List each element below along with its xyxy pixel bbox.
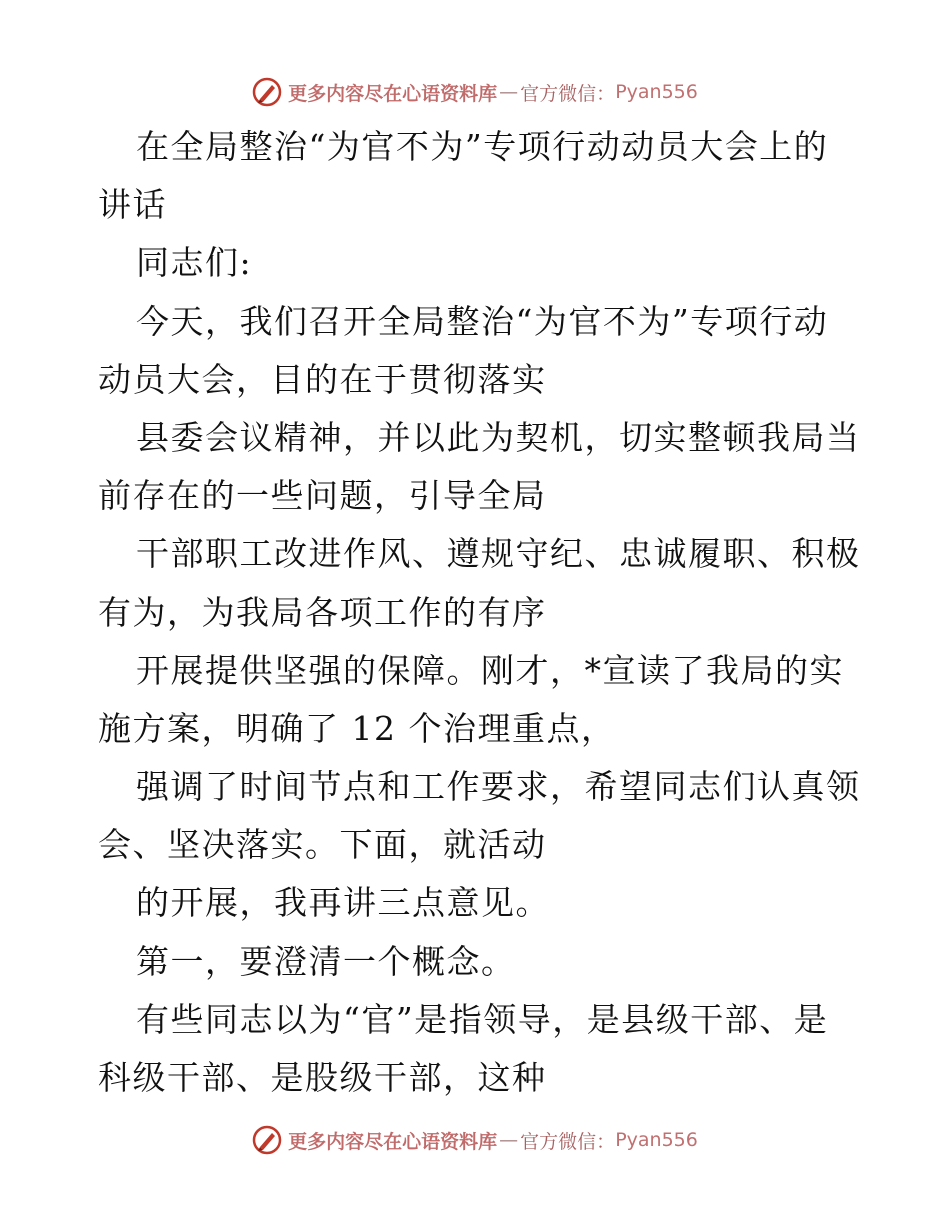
text-line: 县委会议精神，并以此为契机，切实整顿我局当 xyxy=(136,417,861,457)
text-line: 施方案，明确了 12 个治理重点， xyxy=(98,708,616,748)
watermark-dash: — xyxy=(499,1129,519,1151)
text-line: 今天，我们召开全局整治“为官不为”专项行动 xyxy=(136,301,829,341)
text-line: 同志们: xyxy=(136,243,253,283)
text-line: 科级干部、是股级干部，这种 xyxy=(98,1058,547,1097)
watermark-id: Pyan556 xyxy=(615,1129,698,1151)
watermark-id: Pyan556 xyxy=(615,81,698,103)
text-line: 动员大会，目的在于贯彻落实 xyxy=(98,359,547,399)
text-line: 有为，为我局各项工作的有序 xyxy=(98,592,547,632)
text-line: 干部职工改进作风、遵规守纪、忠诚履职、积极 xyxy=(136,534,861,574)
watermark-label: 官方微信： xyxy=(520,82,616,105)
watermark-dash: — xyxy=(499,81,519,103)
pen-logo-icon xyxy=(252,77,282,107)
text-line: 讲话 xyxy=(98,185,167,225)
text-line: 第一，要澄清一个概念。 xyxy=(136,941,516,981)
pen-logo-icon xyxy=(252,1125,282,1155)
text-line: 前存在的一些问题，引导全局 xyxy=(98,476,547,516)
text-line: 的开展，我再讲三点意见。 xyxy=(136,883,550,923)
text-line: 有些同志以为“官”是指领导，是县级干部、是 xyxy=(136,999,829,1039)
watermark-main-text: 更多内容尽在心语资料库 xyxy=(288,1130,498,1153)
footer-watermark xyxy=(0,1120,950,1160)
text-line: 会、坚决落实。下面，就活动 xyxy=(98,825,547,865)
header-watermark xyxy=(0,72,950,112)
text-line: 开展提供坚强的保障。刚才，*宣读了我局的实 xyxy=(136,650,844,690)
watermark-label: 官方微信： xyxy=(520,1130,616,1153)
document-body xyxy=(98,118,861,1107)
watermark-main-text: 更多内容尽在心语资料库 xyxy=(288,82,498,105)
text-line: 在全局整治“为官不为”专项行动动员大会上的 xyxy=(136,127,829,166)
text-line: 强调了时间节点和工作要求，希望同志们认真领 xyxy=(136,767,861,807)
